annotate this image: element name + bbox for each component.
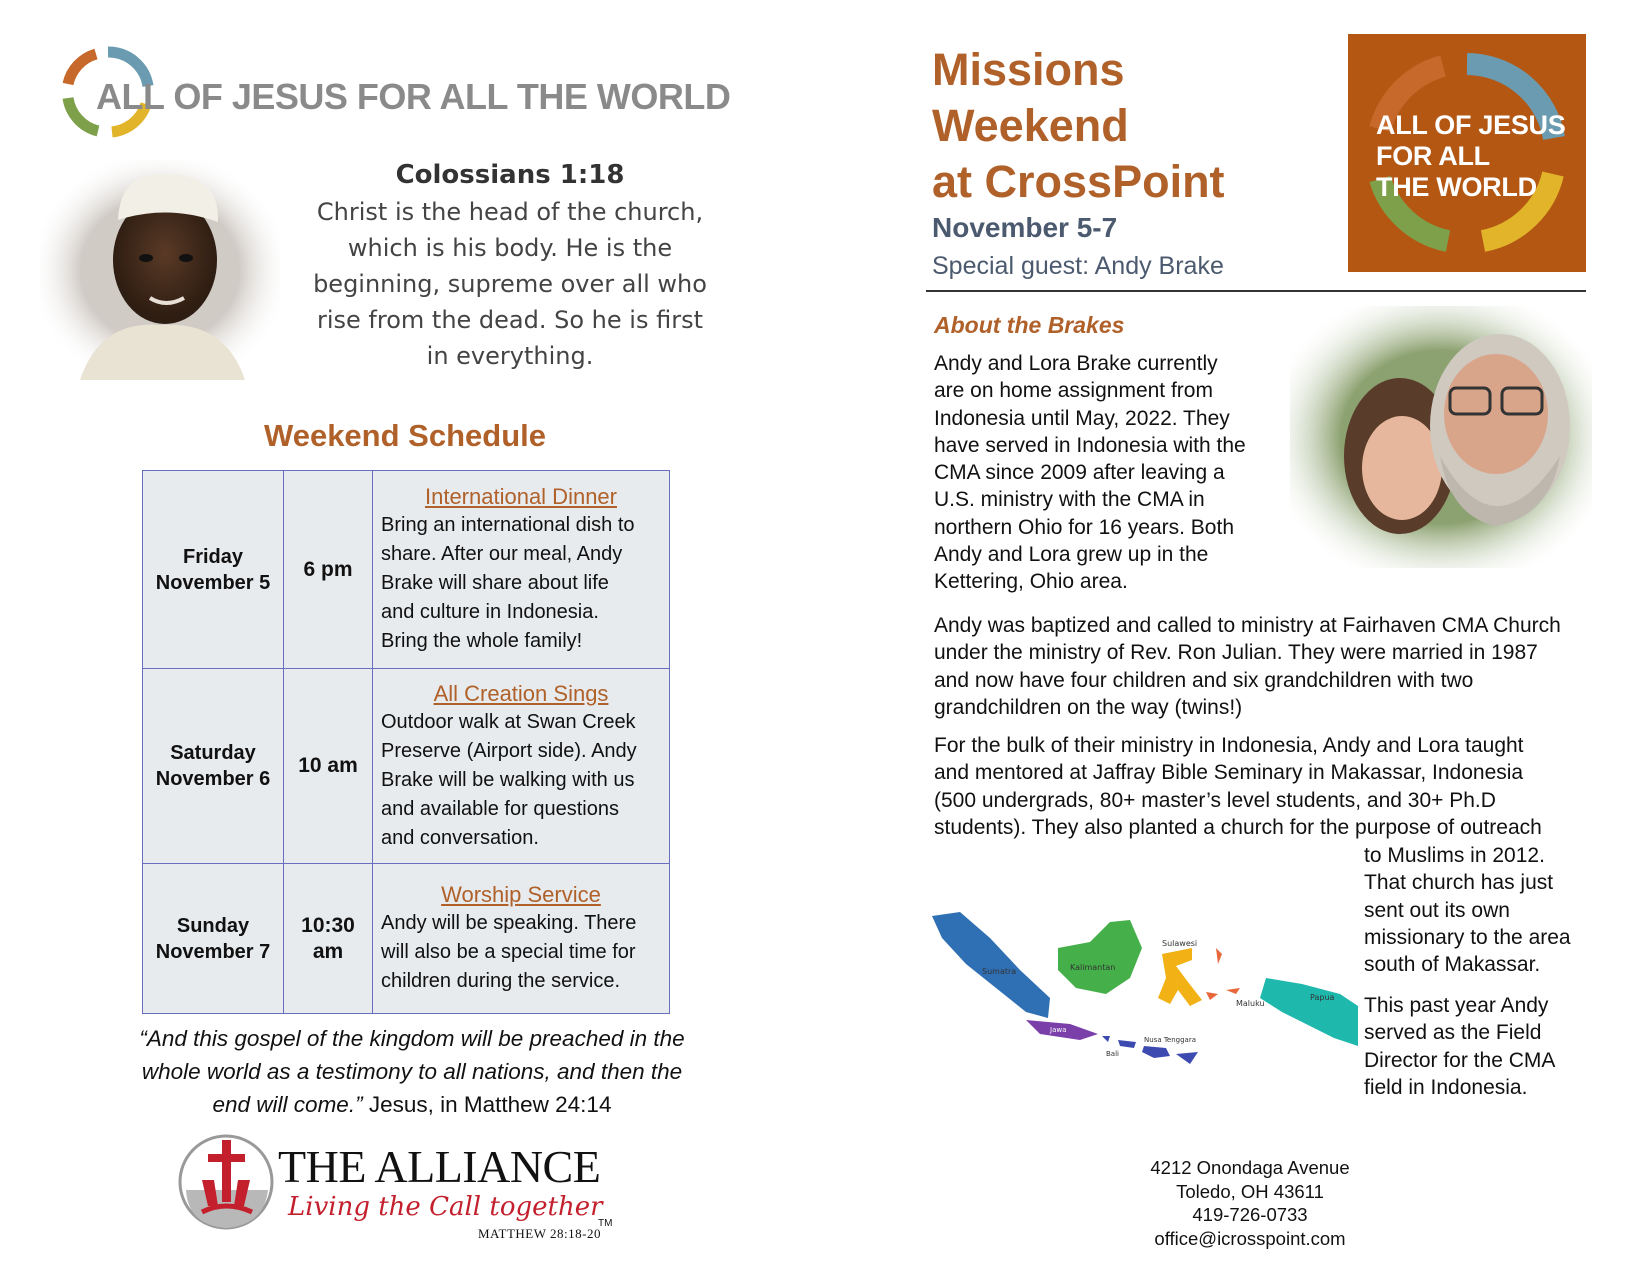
campaign-logo — [1348, 34, 1586, 272]
text-line: under the ministry of Rev. Ron Julian. They were married in 1987 — [934, 641, 1538, 665]
event-line: and culture in Indonesia. — [381, 601, 599, 623]
time-line: 10:30 — [301, 913, 355, 937]
special-guest: Special guest: Andy Brake — [932, 252, 1224, 280]
event-line: Bring an international dish to — [381, 514, 635, 536]
trademark: TM — [598, 1218, 613, 1229]
text-line: and mentored at Jaffray Bible Seminary in Makassar, Indonesia — [934, 761, 1524, 785]
map-label: Bali — [1106, 1050, 1119, 1058]
day-name: Friday — [182, 545, 244, 568]
text-line: Director for the CMA — [1364, 1048, 1556, 1072]
text-line: Andy and Lora Brake currently — [934, 352, 1218, 375]
quote-attribution: Jesus, in Matthew 24:14 — [362, 1092, 612, 1117]
logo-text — [1376, 110, 1565, 203]
event-line: Brake will share about life — [381, 572, 609, 594]
text-line: northern Ohio for 16 years. Both — [934, 515, 1234, 539]
event-cell — [373, 669, 670, 864]
text-line: Andy was baptized and called to ministry at Fairhaven CMA Church — [934, 614, 1561, 637]
text-line: served as the Field — [1364, 1021, 1542, 1045]
couple-photo — [1290, 306, 1592, 568]
text-line: Kettering, Ohio area. — [934, 570, 1128, 594]
verse-line: rise from the dead. So he is first — [317, 306, 703, 334]
alliance-logo — [178, 1130, 618, 1245]
portrait-photo — [40, 160, 280, 380]
map-label: Jawa — [1050, 1026, 1067, 1034]
map-label: Papua — [1310, 993, 1335, 1002]
city: Toledo, OH 43611 — [1176, 1180, 1324, 1202]
table-row — [143, 471, 670, 669]
event-line: share. After our meal, Andy — [381, 543, 623, 565]
time-line: am — [312, 939, 344, 963]
logo-line: FOR ALL — [1376, 141, 1490, 171]
contact-info — [1100, 1156, 1400, 1250]
event-title-link[interactable]: International Dinner — [424, 484, 617, 509]
verse-line: which is his body. He is the — [347, 234, 673, 262]
bible-verse — [290, 160, 730, 374]
event-line: and conversation. — [381, 826, 539, 849]
day-date: November 6 — [155, 768, 271, 790]
map-label: Kalimantan — [1070, 963, 1116, 972]
event-dates: November 5-7 — [932, 212, 1118, 243]
event-line: Outdoor walk at Swan Creek — [381, 710, 636, 733]
address: 4212 Onondaga Avenue — [1150, 1157, 1350, 1178]
text-line: grandchildren on the way (twins!) — [934, 695, 1243, 719]
text-line: CMA since 2009 after leaving a — [934, 461, 1225, 485]
text-line: field in Indonesia. — [1364, 1075, 1528, 1099]
about-paragraph — [1364, 842, 1624, 978]
logo-line: ALL OF JESUS — [1376, 110, 1566, 140]
text-line: are on home assignment from — [934, 379, 1213, 403]
map-label: Nusa Tenggara — [1144, 1036, 1197, 1044]
day-cell — [143, 864, 284, 1014]
event-line: and available for questions — [381, 797, 619, 820]
text-line: have served in Indonesia with the — [934, 433, 1246, 457]
alliance-tagline: Living the Call together — [288, 1192, 603, 1222]
event-cell — [373, 471, 670, 669]
event-line: Preserve (Airport side). Andy — [381, 739, 637, 762]
indonesia-map — [930, 908, 1360, 1080]
page-title — [932, 42, 1225, 210]
day-name: Saturday — [170, 742, 256, 764]
time-cell: 6 pm — [284, 471, 373, 669]
text-line: U.S. ministry with the CMA in — [934, 488, 1205, 512]
schedule-table — [142, 470, 670, 1014]
event-line: Bring the whole family! — [381, 630, 583, 652]
about-heading: About the Brakes — [934, 312, 1125, 338]
time-cell — [284, 864, 373, 1014]
event-line: children during the service. — [381, 970, 621, 992]
day-name: Sunday — [176, 914, 250, 937]
text-line: This past year Andy — [1364, 994, 1549, 1017]
verse-text — [290, 194, 730, 374]
alliance-name: THE ALLIANCE — [278, 1141, 601, 1192]
table-row — [143, 669, 670, 864]
text-line: (500 undergrads, 80+ master’s level students, and 30+ Ph.D — [934, 788, 1496, 812]
quote-line — [112, 1088, 712, 1121]
email-link[interactable]: office@icrosspoint.com — [1154, 1227, 1346, 1249]
verse-line: beginning, supreme over all who — [313, 270, 707, 298]
about-paragraph — [934, 612, 1624, 721]
about-paragraph — [1364, 992, 1624, 1101]
text-line: That church has just — [1364, 871, 1554, 895]
event-line: Andy will be speaking. There — [381, 912, 637, 934]
map-label: Sulawesi — [1162, 939, 1198, 948]
time-cell: 10 am — [284, 669, 373, 864]
map-label: Sumatra — [982, 967, 1017, 976]
text-line: and now have four children and six grandchildren with two — [934, 668, 1474, 692]
event-line: will also be a special time for — [381, 941, 636, 963]
verse-line: Christ is the head of the church, — [316, 198, 704, 226]
event-title-link[interactable]: Worship Service — [441, 882, 601, 907]
event-title-link[interactable]: All Creation Sings — [433, 680, 609, 706]
event-line: Brake will be walking with us — [381, 768, 635, 791]
text-line: For the bulk of their ministry in Indonesia, Andy and Lora taught — [934, 734, 1524, 757]
about-paragraph — [934, 350, 1284, 596]
scripture-quote — [112, 1022, 712, 1121]
title-line: Weekend — [932, 100, 1129, 151]
title-line: Missions — [932, 44, 1125, 95]
quote-line: “And this gospel of the kingdom will be preached in the — [139, 1026, 685, 1051]
text-line: students). They also planted a church for the purpose of outreach — [934, 815, 1542, 839]
day-cell — [143, 669, 284, 864]
day-date: November 5 — [155, 571, 271, 594]
day-date: November 7 — [155, 940, 271, 963]
logo-line: THE WORLD — [1376, 172, 1537, 202]
text-line: south of Makassar. — [1364, 953, 1541, 977]
divider — [926, 290, 1586, 292]
about-paragraph — [934, 732, 1624, 841]
title-line: at CrossPoint — [932, 156, 1225, 207]
schedule-title: Weekend Schedule — [264, 418, 546, 453]
text-line: Indonesia until May, 2022. They — [934, 406, 1230, 430]
banner — [62, 46, 762, 138]
alliance-emblem-icon — [178, 1130, 278, 1235]
table-row — [143, 864, 670, 1014]
text-line: Andy and Lora grew up in the — [934, 543, 1209, 567]
alliance-reference: MATTHEW 28:18-20 — [478, 1226, 601, 1241]
text-line: to Muslims in 2012. — [1364, 844, 1545, 867]
verse-line: in everything. — [426, 342, 594, 370]
map-label: Maluku — [1236, 999, 1265, 1008]
banner-title: ALL OF JESUS FOR ALL THE WORLD — [96, 76, 731, 117]
phone[interactable]: 419-726-0733 — [1192, 1204, 1308, 1225]
verse-reference: Colossians 1:18 — [395, 160, 625, 190]
day-cell — [143, 471, 284, 669]
event-cell — [373, 864, 670, 1014]
quote-end: end will come.” — [212, 1092, 363, 1117]
quote-line: whole world as a testimony to all nations, and then the — [141, 1059, 683, 1084]
text-line: missionary to the area — [1364, 925, 1571, 949]
text-line: sent out its own — [1364, 898, 1510, 922]
